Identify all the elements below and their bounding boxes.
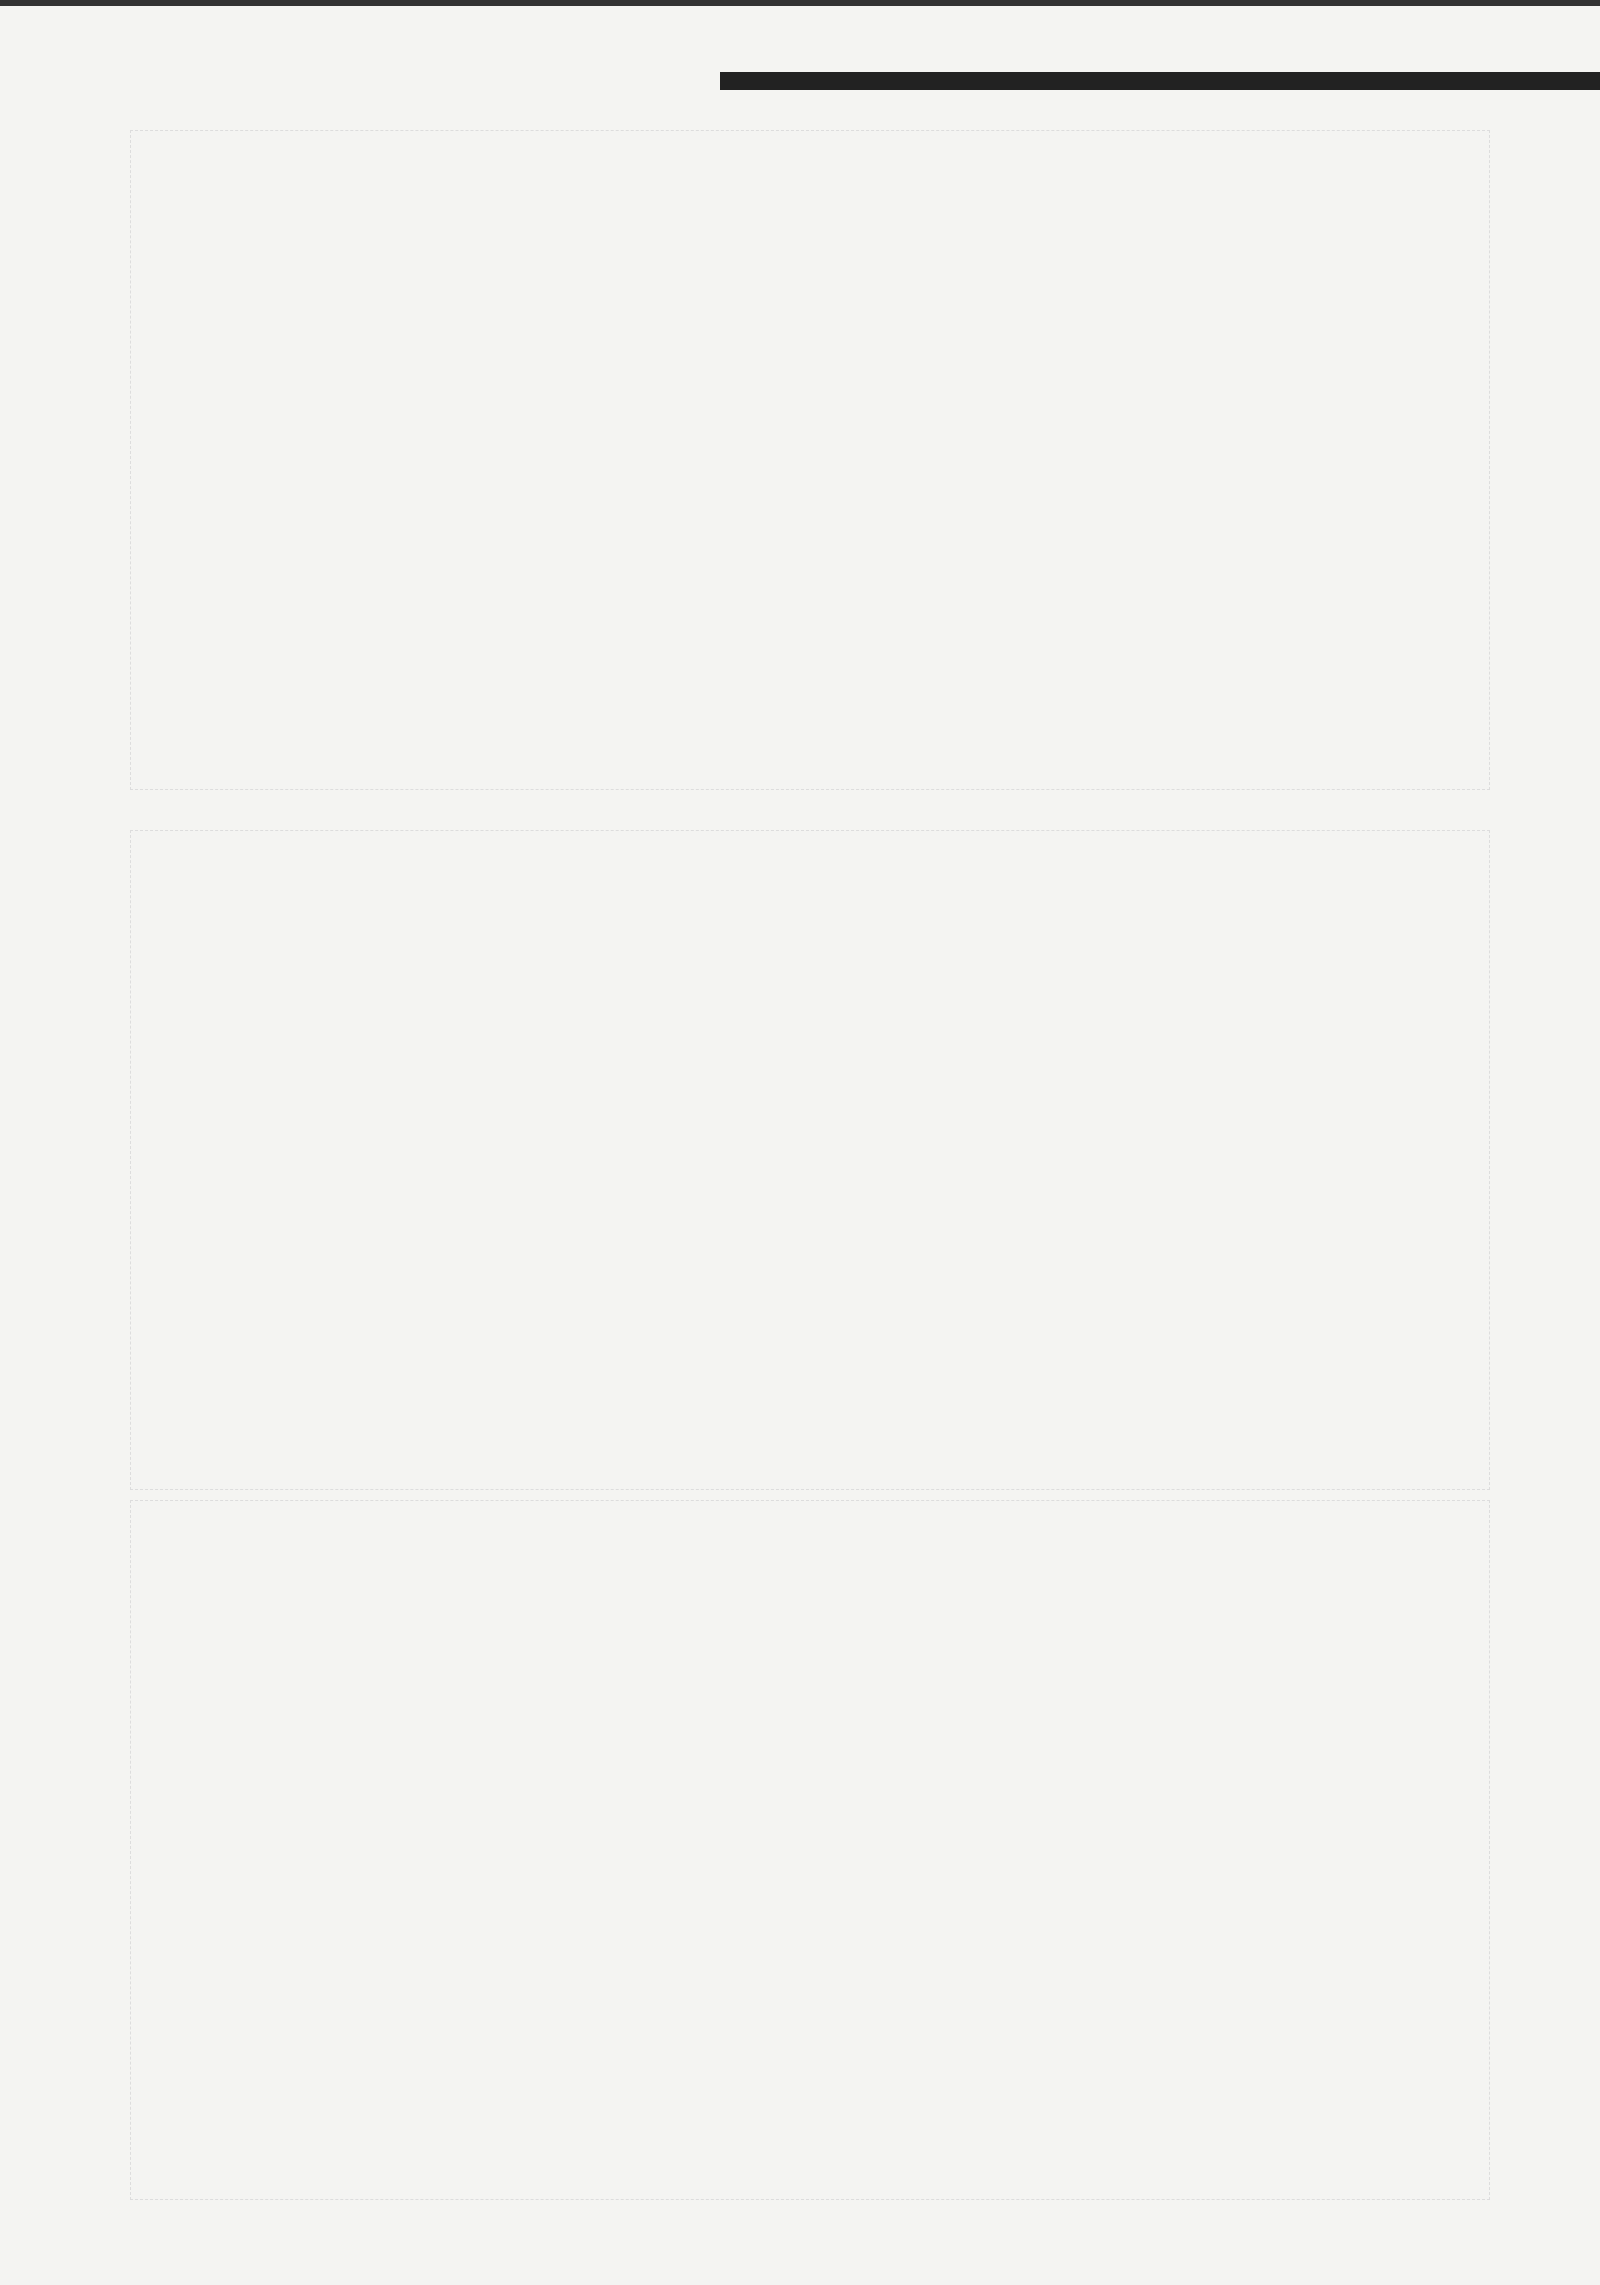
text-section-top <box>130 130 1490 790</box>
text-section-bottom <box>130 1500 1490 2200</box>
top-rule <box>0 0 1600 6</box>
header-bar <box>720 72 1600 90</box>
text-section-middle <box>130 830 1490 1490</box>
